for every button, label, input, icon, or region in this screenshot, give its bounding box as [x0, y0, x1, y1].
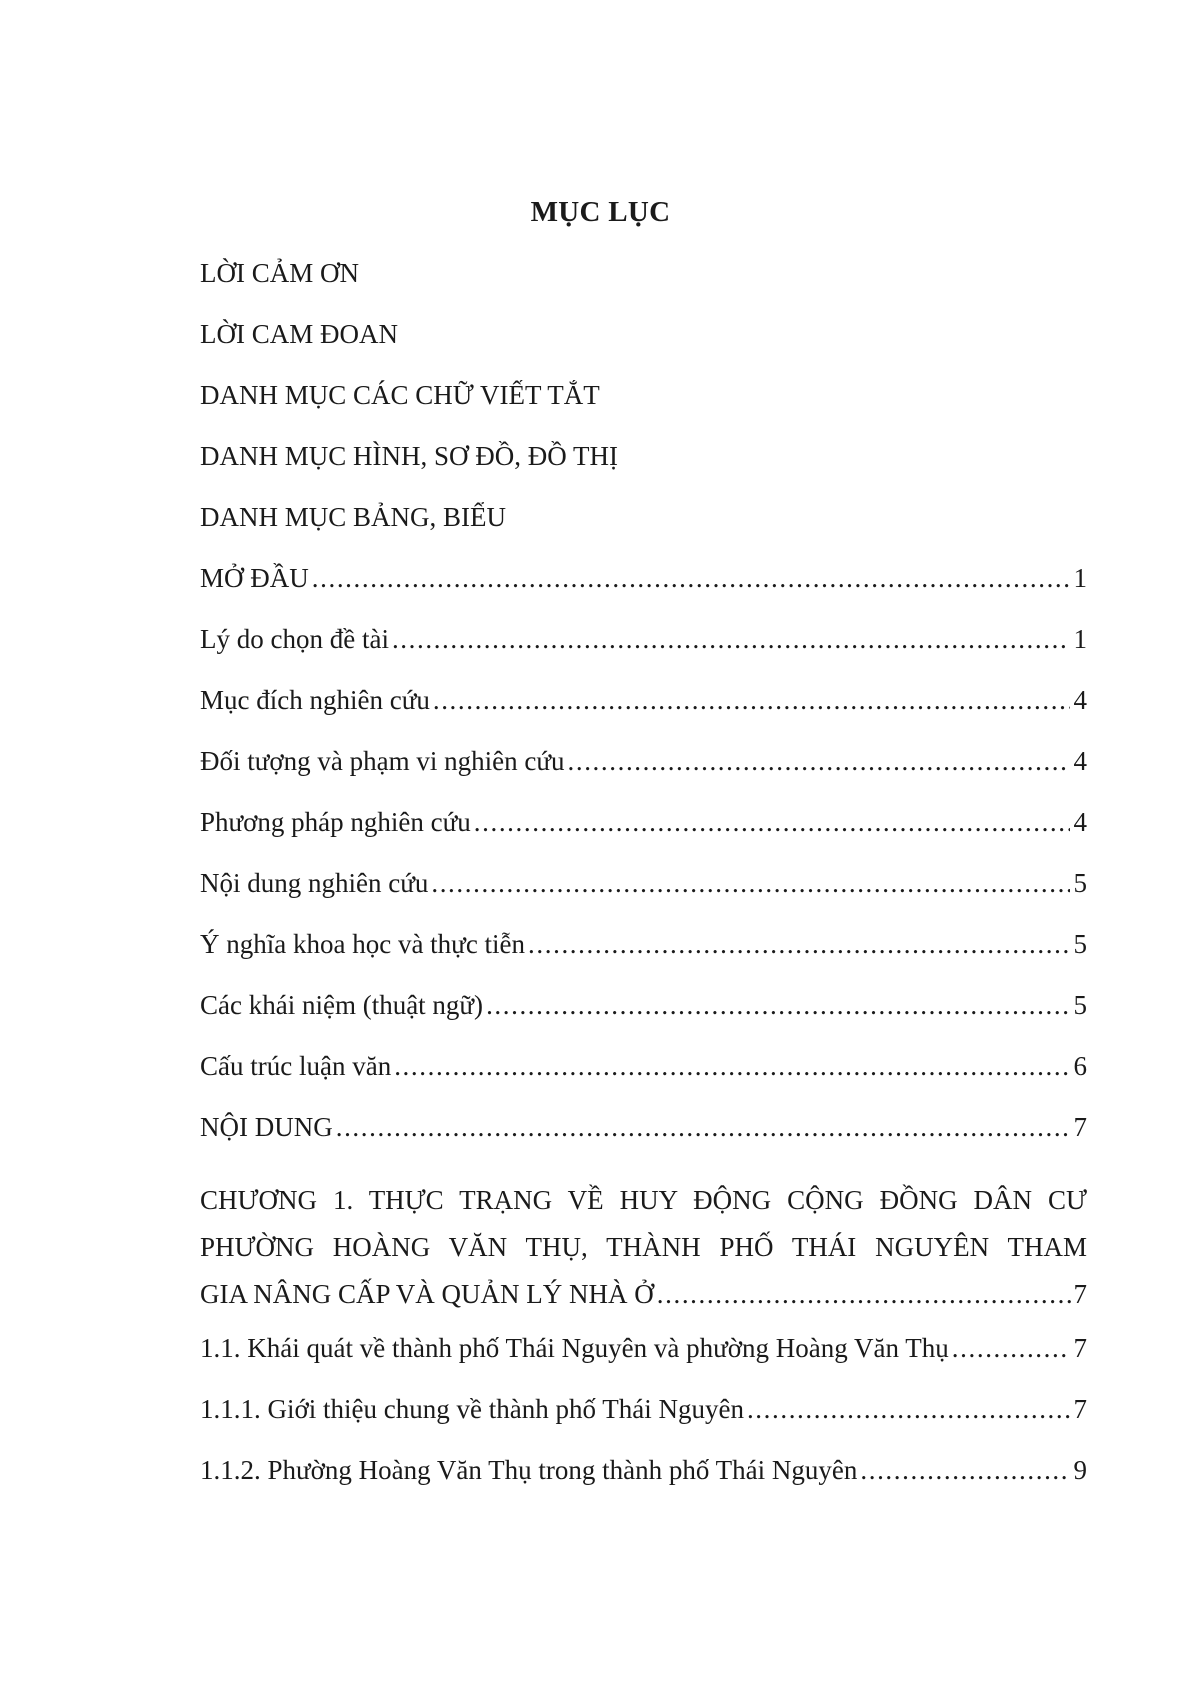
toc-entry[interactable]: [200, 1051, 1087, 1112]
toc-page-number: 6: [1073, 1051, 1087, 1081]
toc-page-number: 5: [1073, 868, 1087, 898]
toc-leader: [392, 624, 1070, 654]
toc-entry-text: MỞ ĐẦU: [200, 563, 309, 593]
toc-leader: [486, 990, 1070, 1020]
toc-entry-text: Ý nghĩa khoa học và thực tiễn: [200, 929, 526, 959]
toc-entry-text: Nội dung nghiên cứu: [200, 868, 429, 898]
toc-entry[interactable]: [200, 990, 1087, 1051]
toc-entry[interactable]: [200, 502, 1087, 563]
table-of-contents: [200, 258, 1087, 1516]
toc-entry-text: 1.1. Khái quát về thành phố Thái Nguyên và phường Hoàng Văn Thụ: [200, 1333, 949, 1363]
toc-entry[interactable]: [200, 624, 1087, 685]
toc-page-number: 7: [1073, 1112, 1087, 1142]
toc-chapter-entry[interactable]: [200, 1173, 1087, 1333]
toc-entry[interactable]: [200, 258, 1087, 319]
toc-entry[interactable]: [200, 1394, 1087, 1455]
toc-leader: [312, 563, 1070, 593]
toc-page-number: 1: [1073, 624, 1087, 654]
toc-entry-text: NỘI DUNG: [200, 1112, 333, 1142]
toc-leader: [952, 1333, 1070, 1363]
toc-entry-text: Phương pháp nghiên cứu: [200, 807, 471, 837]
toc-entry[interactable]: [200, 807, 1087, 868]
toc-chapter-last-line: [200, 1271, 1087, 1318]
toc-page-number: 4: [1073, 807, 1087, 837]
toc-leader: [336, 1112, 1070, 1142]
toc-chapter-line: CHƯƠNG 1. THỰC TRẠNG VỀ HUY ĐỘNG CỘNG ĐỒNG DÂN CƯ: [200, 1185, 1087, 1215]
toc-entry[interactable]: [200, 441, 1087, 502]
toc-leader: [657, 1271, 1071, 1318]
toc-entry[interactable]: [200, 1112, 1087, 1173]
toc-entry[interactable]: [200, 380, 1087, 441]
toc-entry[interactable]: [200, 929, 1087, 990]
toc-entry-text: 1.1.1. Giới thiệu chung về thành phố Thái Nguyên: [200, 1394, 744, 1424]
toc-entry[interactable]: [200, 746, 1087, 807]
toc-leader: [433, 685, 1070, 715]
toc-page-number: 5: [1073, 990, 1087, 1020]
toc-leader: [568, 746, 1071, 776]
page-title: MỤC LỤC: [530, 196, 671, 228]
toc-entry-text: DANH MỤC HÌNH, SƠ ĐỒ, ĐỒ THỊ: [200, 441, 618, 471]
toc-entry-text: Các khái niệm (thuật ngữ): [200, 990, 484, 1020]
toc-entry-text: DANH MỤC BẢNG, BIỂU: [200, 502, 507, 532]
toc-entry[interactable]: [200, 685, 1087, 746]
toc-entry-text: Mục đích nghiên cứu: [200, 685, 430, 715]
toc-entry-text: LỜI CAM ĐOAN: [200, 319, 398, 349]
toc-page-number: 4: [1073, 685, 1087, 715]
toc-leader: [747, 1394, 1070, 1424]
toc-page-number: 7: [1073, 1279, 1087, 1309]
toc-leader: [474, 807, 1070, 837]
toc-entry-text: Cấu trúc luận văn: [200, 1051, 392, 1081]
toc-entry[interactable]: [200, 563, 1087, 624]
toc-entry-text: 1.1.2. Phường Hoàng Văn Thụ trong thành phố Thái Nguyên: [200, 1455, 858, 1485]
toc-entry[interactable]: [200, 1333, 1087, 1394]
toc-chapter-line: PHƯỜNG HOÀNG VĂN THỤ, THÀNH PHỐ THÁI NGUYÊN THAM: [200, 1232, 1087, 1262]
toc-page-number: 1: [1073, 563, 1087, 593]
toc-page-number: 5: [1073, 929, 1087, 959]
toc-leader: [528, 929, 1070, 959]
toc-entry-text: DANH MỤC CÁC CHỮ VIẾT TẮT: [200, 380, 600, 410]
toc-page-number: 7: [1073, 1394, 1087, 1424]
toc-page-number: 9: [1073, 1455, 1087, 1485]
toc-chapter-line: GIA NÂNG CẤP VÀ QUẢN LÝ NHÀ Ở: [200, 1279, 654, 1309]
toc-entry[interactable]: [200, 1455, 1087, 1516]
toc-entry-text: LỜI CẢM ƠN: [200, 258, 359, 288]
toc-leader: [394, 1051, 1070, 1081]
toc-page-number: 7: [1073, 1333, 1087, 1363]
toc-entry[interactable]: [200, 868, 1087, 929]
toc-leader: [431, 868, 1070, 898]
toc-entry[interactable]: [200, 319, 1087, 380]
toc-page-number: 4: [1073, 746, 1087, 776]
toc-entry-text: Lý do chọn đề tài: [200, 624, 389, 654]
toc-entry-text: Đối tượng và phạm vi nghiên cứu: [200, 746, 565, 776]
toc-leader: [860, 1455, 1070, 1485]
